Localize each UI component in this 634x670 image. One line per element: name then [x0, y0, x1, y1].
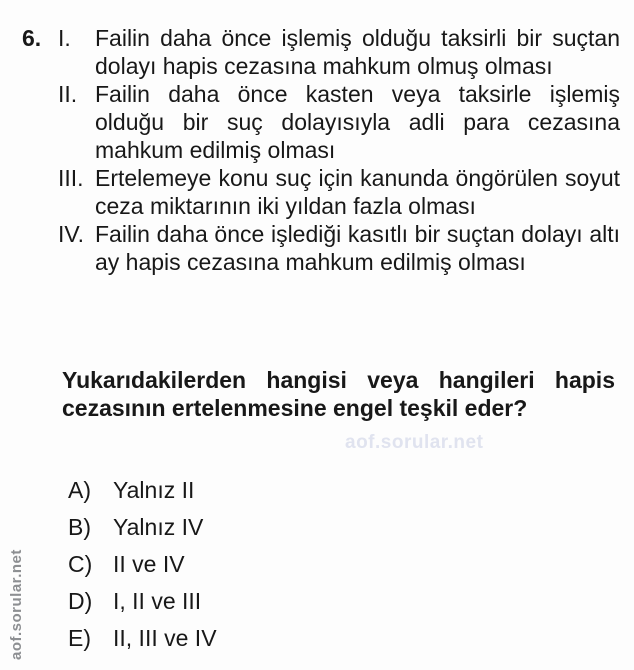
option-d[interactable]	[68, 587, 217, 615]
statement-numeral: III.	[58, 165, 84, 191]
option-letter: C)	[68, 551, 93, 577]
statement-text: Failin daha önce işlemiş olduğu taksirli bir suçtan dolayı hapis cezasına mahkum olmuş olması	[95, 25, 620, 79]
option-e[interactable]	[68, 624, 217, 652]
side-watermark: aof.sorular.net	[8, 549, 25, 660]
statement-list	[58, 24, 620, 276]
option-letter: A)	[68, 477, 91, 503]
statement-text: Failin daha önce kasten veya taksirle işlemiş olduğu bir suç dolayısıyla adli para cezasına mahkum edilmiş olması	[95, 81, 620, 163]
option-letter: D)	[68, 588, 93, 614]
statement-numeral: I.	[58, 25, 71, 51]
option-a[interactable]	[68, 476, 217, 504]
option-text: Yalnız II	[113, 477, 195, 503]
options-list	[68, 476, 217, 661]
option-text: Yalnız IV	[113, 514, 204, 540]
option-text: II, III ve IV	[113, 625, 217, 651]
option-letter: B)	[68, 514, 91, 540]
statement-numeral: II.	[58, 81, 78, 107]
statement-item-4	[58, 220, 620, 276]
option-letter: E)	[68, 625, 91, 651]
question-stem: Yukarıdakilerden hangisi veya hangileri hapis cezasının ertelenmesine engel teşkil eder?	[62, 367, 615, 421]
statement-item-2	[58, 80, 620, 164]
option-b[interactable]	[68, 513, 217, 541]
statement-item-3	[58, 164, 620, 220]
statement-text: Ertelemeye konu suç için kanunda öngörülen soyut ceza miktarının iki yıldan fazla olması	[95, 165, 620, 219]
statement-text: Failin daha önce işlediği kasıtlı bir suçtan dolayı altı ay hapis cezasına mahkum edilmiş olması	[95, 221, 620, 275]
statement-numeral: IV.	[58, 221, 85, 247]
option-text: II ve IV	[113, 551, 185, 577]
center-watermark: aof.sorular.net	[345, 432, 484, 453]
option-text: I, II ve III	[113, 588, 202, 614]
option-c[interactable]	[68, 550, 217, 578]
statement-item-1	[58, 24, 620, 80]
question-number: 6.	[22, 25, 42, 51]
